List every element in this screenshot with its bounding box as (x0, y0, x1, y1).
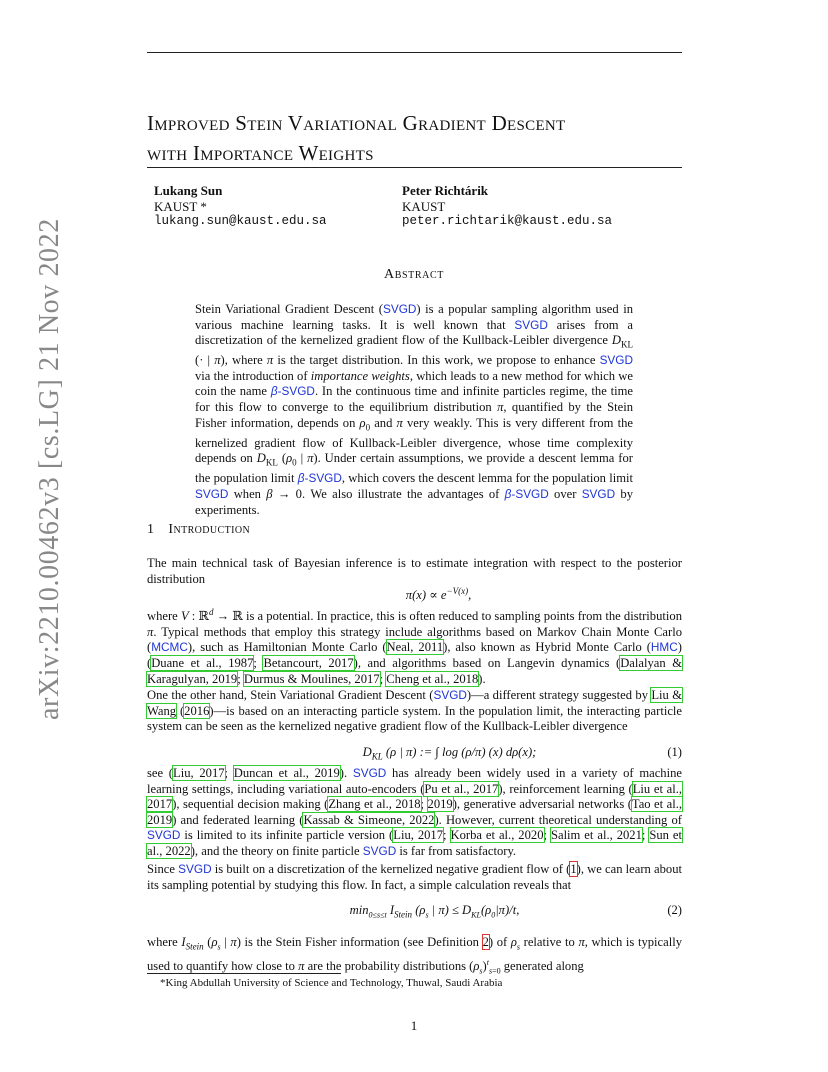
citation-link[interactable]: Tao et al., 2019 (147, 797, 682, 827)
intro-paragraph-1: The main technical task of Bayesian inference is to estimate integration with respect to the posterior distribution (147, 556, 682, 586)
title-rule (147, 167, 682, 168)
equation-2: $\min_{0\le s\le t} I_{Stein}$ ($\rho_s$ | $\pi) \le D_{KL}(\rho_0|\pi)/t$, (2) (349, 903, 682, 920)
citation-link[interactable]: Liu et al., 2017 (147, 781, 682, 812)
citation-link[interactable]: Duane et al., 1987 (151, 655, 254, 670)
top-rule (147, 52, 682, 53)
footnote: *King Abdullah University of Science and Technology, Thuwal, Saudi Arabia (160, 977, 503, 989)
citation-link[interactable]: Durmus & Moulines, 2017 (243, 671, 380, 686)
citation-link[interactable]: Duncan et al., 2019 (233, 766, 340, 780)
page-number: 1 (410, 1018, 418, 1033)
title-line-2: with Importance Weights (147, 141, 374, 165)
intro-paragraph-6: where $I_{Stein}$ ($\rho_s$ | π) is the Stein Fisher information (see Definition 2) of $\rho_s$ relative to π, which is typically used to quantify how close to π are the probability distributions $(\rho_s)^t_{s=0}$ generated along (147, 935, 683, 976)
intro-paragraph-2: where V : ℝ$^d$ → ℝ is a potential. In practice, this is often reduced to sampling points from the distribution π. Typical methods that employ this strategy include algorithms based on Markov Chain Monte Carlo (MCMC), such as Hamiltonian Monte Carlo (Neal, 2011), also known as Hybrid Monte Carlo (HMC) (Duane et al., 1987; Betancourt, 2017), and algorithms based on Langevin dynamics (Dalalyan & Karagulyan, 2019; Durmus & Moulines, 2017; Cheng et al., 2018). (147, 607, 682, 686)
author-email[interactable]: lukang.sun@kaust.edu.sa (154, 214, 327, 228)
citation-link[interactable]: Dalalyan & Karagulyan, 2019 (147, 655, 682, 686)
equation-number: (2) (667, 903, 682, 917)
citation-link[interactable]: Cheng et al., 2018 (386, 671, 479, 686)
section-number: 1 (147, 522, 155, 537)
intro-paragraph-4: see (Liu, 2017; Duncan et al., 2019). SVGD has already been widely used in a variety of machine learning settings, including variational auto-encoders (Pu et al., 2017), reinforcement learning (Liu et al., 2017), sequential decision making (Zhang et al., 2018; 2019), generative adversarial networks (Tao et al., 2019) and federated learning (Kassab & Simeone, 2022). However, current theoretical understanding of SVGD is limited to its infinite particle version (Liu, 2017; Korba et al., 2020; Salim et al., 2021; Sun et al., 2022), and the theory on finite particle SVGD is far from satisfactory. (147, 766, 683, 858)
intro-paragraph-3: One the other hand, Stein Variational Gradient Descent (SVGD)—a different strategy suggested by Liu & Wang (2016)—is based on an interacting particle system. In the population limit, the interacting particle system can be seen as the kernelized negative gradient flow of the Kullback-Leibler divergence (147, 688, 683, 734)
citation-link[interactable]: Liu & Wang (147, 688, 683, 718)
arxiv-stamp-text: arXiv:2210.00462v3 [cs.LG] 21 Nov 2022 (34, 218, 65, 720)
author-name: Lukang Sun (154, 183, 223, 198)
equation-1: $D_{KL}$ (ρ | π) := ∫ log (ρ/π) (x) dρ(x); (1) (362, 745, 682, 762)
citation-link[interactable]: Neal, 2011 (386, 640, 444, 655)
section-heading (147, 522, 250, 538)
title-line-1: Improved Stein Variational Gradient Descent (147, 111, 566, 135)
citation-link[interactable]: Liu, 2017 (173, 766, 225, 780)
citation-link[interactable]: Zhang et al., 2018 (328, 797, 421, 812)
citation-link[interactable]: 2019 (427, 797, 453, 812)
equation-posterior: $\pi(x) \propto e^{-V(x)}$, (405, 586, 472, 603)
abstract-body: Stein Variational Gradient Descent (SVGD) is a popular sampling algorithm used in various machine learning tasks. It is well known that SVGD arises from a discretization of the kernelized gradient flow of the Kullback-Leibler divergence $D_{KL}$ (· | π), where π is the target distribution. In this work, we propose to enhance SVGD via the introduction of importance weights, which leads to a new method for which we coin the name β-SVGD. In the continuous time and infinite particles regime, the time for this flow to converge to the equilibrium distribution π, quantified by the Stein Fisher information, depends on $\rho_0$ and π very weakly. This is very different from the kernelized gradient flow of Kullback-Leibler divergence, whose time complexity depends on $D_{KL}$ ($\rho_0$ | π). Under certain assumptions, we provide a descent lemma for the population limit β-SVGD, which covers the descent lemma for the population limit SVGD when β → 0. We also illustrate the advantages of β-SVGD over SVGD by experiments. (195, 302, 633, 517)
author-affiliation: KAUST (402, 198, 446, 214)
equation-number: (1) (667, 745, 682, 759)
citation-link[interactable]: Korba et al., 2020 (450, 828, 544, 843)
definition-ref-link[interactable]: 2 (482, 935, 489, 949)
abstract-heading: Abstract (384, 267, 444, 282)
arxiv-stamp (34, 218, 65, 720)
citation-link[interactable]: 2016 (184, 703, 210, 718)
paper-title (147, 108, 707, 168)
author-name: Peter Richtárik (402, 183, 489, 198)
citation-link[interactable]: Liu, 2017 (393, 828, 444, 843)
author-1 (154, 183, 327, 230)
citation-link[interactable]: Pu et al., 2017 (424, 781, 499, 796)
citation-link[interactable]: Kassab & Simeone, 2022 (303, 812, 435, 827)
footnote-rule (147, 973, 341, 974)
author-affiliation: KAUST * (154, 198, 207, 214)
section-title: Introduction (168, 522, 251, 537)
citation-link[interactable]: Salim et al., 2021 (550, 828, 642, 843)
author-email[interactable]: peter.richtarik@kaust.edu.sa (402, 214, 613, 228)
equation-ref-link[interactable]: 1 (570, 862, 577, 876)
intro-paragraph-5: Since SVGD is built on a discretization of the kernelized negative gradient flow of (1), we can learn about its sampling potential by studying this flow. In fact, a simple calculation reveals that (147, 862, 682, 892)
author-2 (402, 183, 612, 230)
citation-link[interactable]: Sun et al., 2022 (147, 828, 683, 858)
citation-link[interactable]: Betancourt, 2017 (263, 655, 354, 670)
